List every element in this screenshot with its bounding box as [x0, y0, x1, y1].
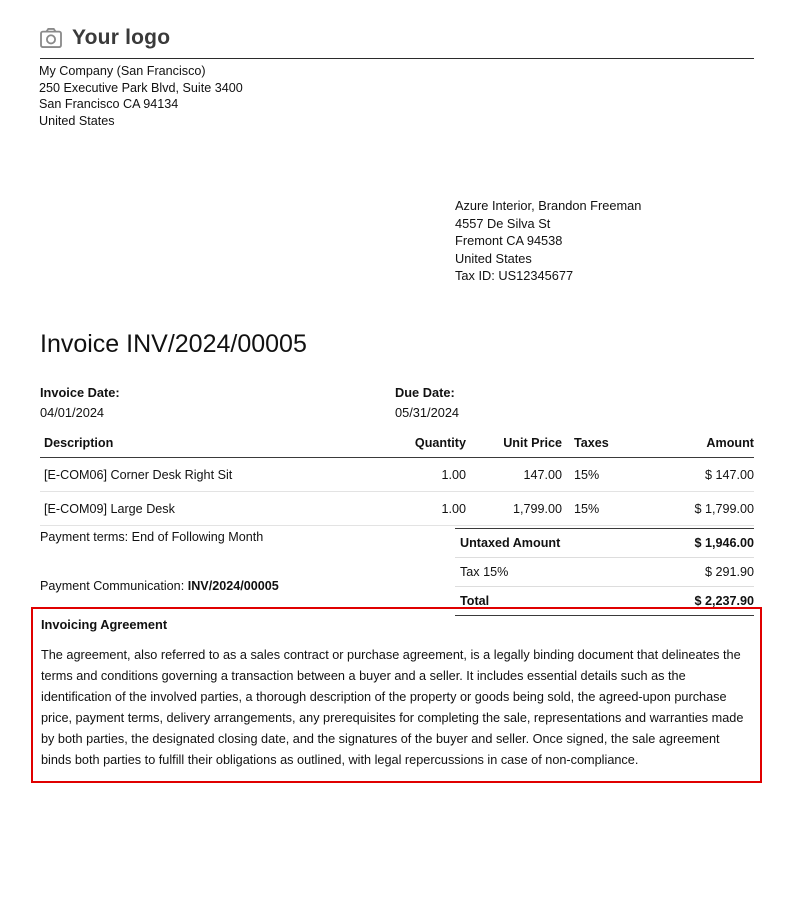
cell-unit-price: 147.00: [466, 458, 562, 492]
company-city: San Francisco CA 94134: [39, 97, 179, 112]
cell-quantity: 1.00: [376, 458, 466, 492]
invoice-date-label: Invoice Date:: [40, 385, 120, 400]
column-header-description: Description: [40, 436, 376, 458]
invoice-date-block: [40, 385, 395, 420]
payment-communication-label: Payment Communication:: [40, 579, 188, 593]
total-label: Total: [455, 587, 646, 616]
payment-terms: Payment terms: End of Following Month: [40, 530, 264, 544]
company-street: 250 Executive Park Blvd, Suite 3400: [39, 80, 243, 95]
logo-text: Your logo: [72, 26, 171, 49]
cell-taxes: 15%: [562, 458, 644, 492]
invoice-date-value: 04/01/2024: [40, 405, 105, 420]
column-header-amount: Amount: [644, 436, 754, 458]
column-header-taxes: Taxes: [562, 436, 644, 458]
customer-address: [455, 197, 641, 285]
due-date-block: [395, 385, 459, 420]
tax-label: Tax 15%: [455, 558, 646, 587]
payment-communication-value: INV/2024/00005: [187, 579, 279, 593]
customer-street: 4557 De Silva St: [455, 215, 551, 231]
line-items-table: [40, 436, 754, 526]
logo: [40, 26, 170, 50]
agreement-title: Invoicing Agreement: [41, 617, 168, 632]
untaxed-value: $ 1,946.00: [646, 529, 754, 558]
cell-amount: $ 147.00: [644, 458, 754, 492]
cell-quantity: 1.00: [376, 492, 466, 526]
table-row: [40, 492, 754, 526]
table-row: [40, 458, 754, 492]
cell-unit-price: 1,799.00: [466, 492, 562, 526]
column-header-unit-price: Unit Price: [466, 436, 562, 458]
due-date-label: Due Date:: [395, 385, 455, 400]
company-name: My Company (San Francisco): [39, 64, 206, 78]
invoice-dates: [40, 385, 460, 420]
agreement-body: The agreement, also referred to as a sales contract or purchase agreement, is a legally binding document that delineates the terms and conditions governing a transaction between a buyer and a seller. It includes essential details such as the identification of the involved parties, a thorough description of the property or goods being sold, the agreed-upon purchase price, payment terms, delivery arrangements, any prerequisites for completing the sale, representations and warranties made by both parties, the designated closing date, and the signatures of the buyer and seller. Once signed, the sale agreement binds both parties to fulfill their obligations as outlined, with legal repercussions in case of non-compliance.: [41, 648, 744, 767]
totals-table: [455, 528, 754, 616]
column-header-quantity: Quantity: [376, 436, 466, 458]
cell-taxes: 15%: [562, 492, 644, 526]
company-country: United States: [39, 113, 115, 128]
totals-row-untaxed: [455, 529, 754, 558]
tax-value: $ 291.90: [646, 558, 754, 587]
due-date-value: 05/31/2024: [395, 405, 460, 420]
company-address: [39, 63, 243, 129]
page-title: Invoice INV/2024/00005: [40, 330, 307, 358]
customer-city: Fremont CA 94538: [455, 233, 563, 249]
customer-country: United States: [455, 250, 532, 266]
camera-icon: [40, 28, 62, 48]
total-value: $ 2,237.90: [646, 587, 754, 616]
invoicing-agreement-box: [31, 607, 762, 783]
cell-amount: $ 1,799.00: [644, 492, 754, 526]
header-divider: [40, 58, 754, 59]
customer-tax-id: Tax ID: US12345677: [455, 268, 574, 284]
payment-communication: [40, 579, 279, 593]
customer-name: Azure Interior, Brandon Freeman: [455, 198, 642, 213]
totals-row-tax: [455, 558, 754, 587]
table-header-row: [40, 436, 754, 458]
cell-description: [E-COM09] Large Desk: [40, 492, 376, 526]
cell-description: [E-COM06] Corner Desk Right Sit: [40, 458, 376, 492]
untaxed-label: Untaxed Amount: [455, 529, 646, 558]
